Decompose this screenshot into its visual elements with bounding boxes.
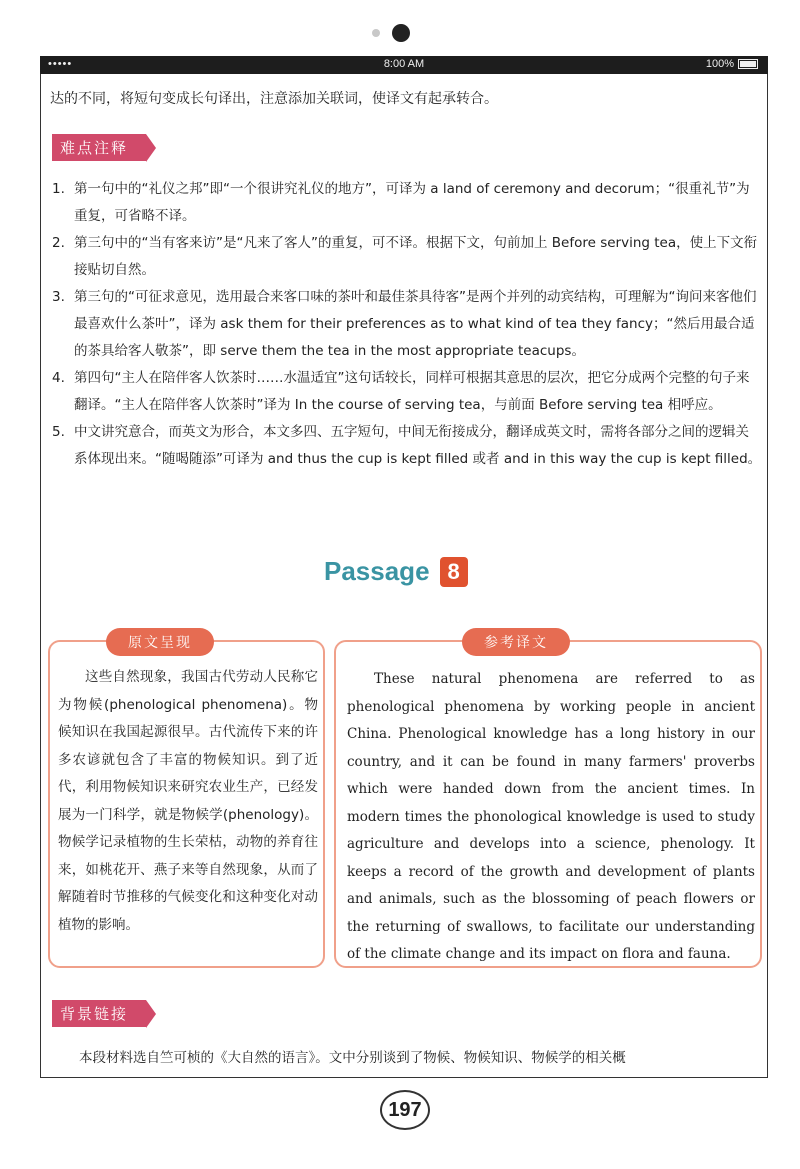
note-item <box>52 365 762 419</box>
battery-indicator <box>706 58 758 70</box>
note-text: 第四句“主人在陪伴客人饮茶时……水温适宜”这句话较长，同样可根据其意思的层次，把它分成两个完整的句子来翻译。“主人在陪伴客人饮茶时”译为 In the course of serving tea，与前面 Before serving tea 相呼应。 <box>74 370 750 413</box>
note-number: 1. <box>52 181 65 197</box>
translation-text: These natural phenomena are referred to as phenological phenomena by working people in ancient China. Phenological knowledge has a long history in our country, and it can be found in many farmers' proverbs which were handed down from the ancient times. In modern times the phonological knowledge is used to study agriculture and develops into a science, phenology. It keeps a record of the growth and development of plants and animals, such as the blossoming of peach flowers or the returning of swallows, to facilitate our understanding of the climate change and its impact on flora and fauna. <box>347 671 755 962</box>
note-text: 中文讲究意合，而英文为形合，本文多四、五字短句，中间无衔接成分，翻译成英文时，需将各部分之间的逻辑关系体现出来。“随喝随添”可译为 and thus the cup is kept filled 或者 and in this way the cup is kept filled。 <box>74 424 762 467</box>
note-item <box>52 419 762 473</box>
note-item <box>52 176 762 230</box>
intro-line: 达的不同，将短句变成长句译出，注意添加关联词，使译文有起承转合。 <box>50 91 498 107</box>
battery-icon <box>738 59 758 69</box>
page-number: 197 <box>380 1090 430 1130</box>
note-text: 第一句中的“礼仪之邦”即“一个很讲究礼仪的地方”，可译为 a land of ceremony and decorum；“很重礼节”为重复，可省略不译。 <box>74 181 750 224</box>
note-number: 5. <box>52 424 65 440</box>
battery-percent: 100% <box>705 58 734 70</box>
note-item <box>52 230 762 284</box>
clock: 8:00 AM <box>383 58 425 70</box>
background-section-title: 背景链接 <box>52 1000 146 1027</box>
original-title: 原文呈现 <box>106 628 214 656</box>
note-number: 3. <box>52 289 65 305</box>
note-item <box>52 284 762 365</box>
original-text: 这些自然现象，我国古代劳动人民称它为物候(phenological phenomena)。物候知识在我国起源很早。古代流传下来的许多农谚就包含了丰富的物候知识。到了近代，利用物候知识来研究农业生产，已经发展为一门科学，就是物候学(phenology)。物候学记录植物的生长荣枯，动物的养育往来，如桃花开、燕子来等自然现象，从而了解随着时节推移的气候变化和这种变化对动植物的影响。 <box>58 669 318 933</box>
background-text: 本段材料选自竺可桢的《大自然的语言》。文中分别谈到了物候、物候知识、物候学的相关概 <box>79 1050 626 1066</box>
notes-section-title: 难点注释 <box>52 134 146 161</box>
page-indicator <box>366 22 416 44</box>
page-dot-active[interactable] <box>392 24 410 42</box>
note-number: 4. <box>52 370 65 386</box>
passage-heading <box>324 556 468 587</box>
passage-number: 8 <box>440 557 468 587</box>
passage-label: Passage <box>324 556 430 586</box>
note-number: 2. <box>52 235 65 251</box>
note-text: 第三句中的“当有客来访”是“凡来了客人”的重复，可不译。根据下文，句前加上 Before serving tea，使上下文衔接贴切自然。 <box>74 235 758 278</box>
note-text: 第三句的“可征求意见，选用最合来客口味的茶叶和最佳茶具待客”是两个并列的动宾结构，可理解为“询问来客他们最喜欢什么茶叶”，译为 ask them for their preferences as to what kind of tea they fancy；“然后用最合适的茶具给客人敬茶”，即 serve them the tea in the most appropriate teacups。 <box>74 289 757 359</box>
translation-title: 参考译文 <box>462 628 570 656</box>
signal-indicator: ••••• <box>48 58 73 70</box>
page-dot-inactive[interactable] <box>372 29 380 37</box>
status-bar <box>40 56 768 74</box>
notes-list <box>52 176 762 473</box>
